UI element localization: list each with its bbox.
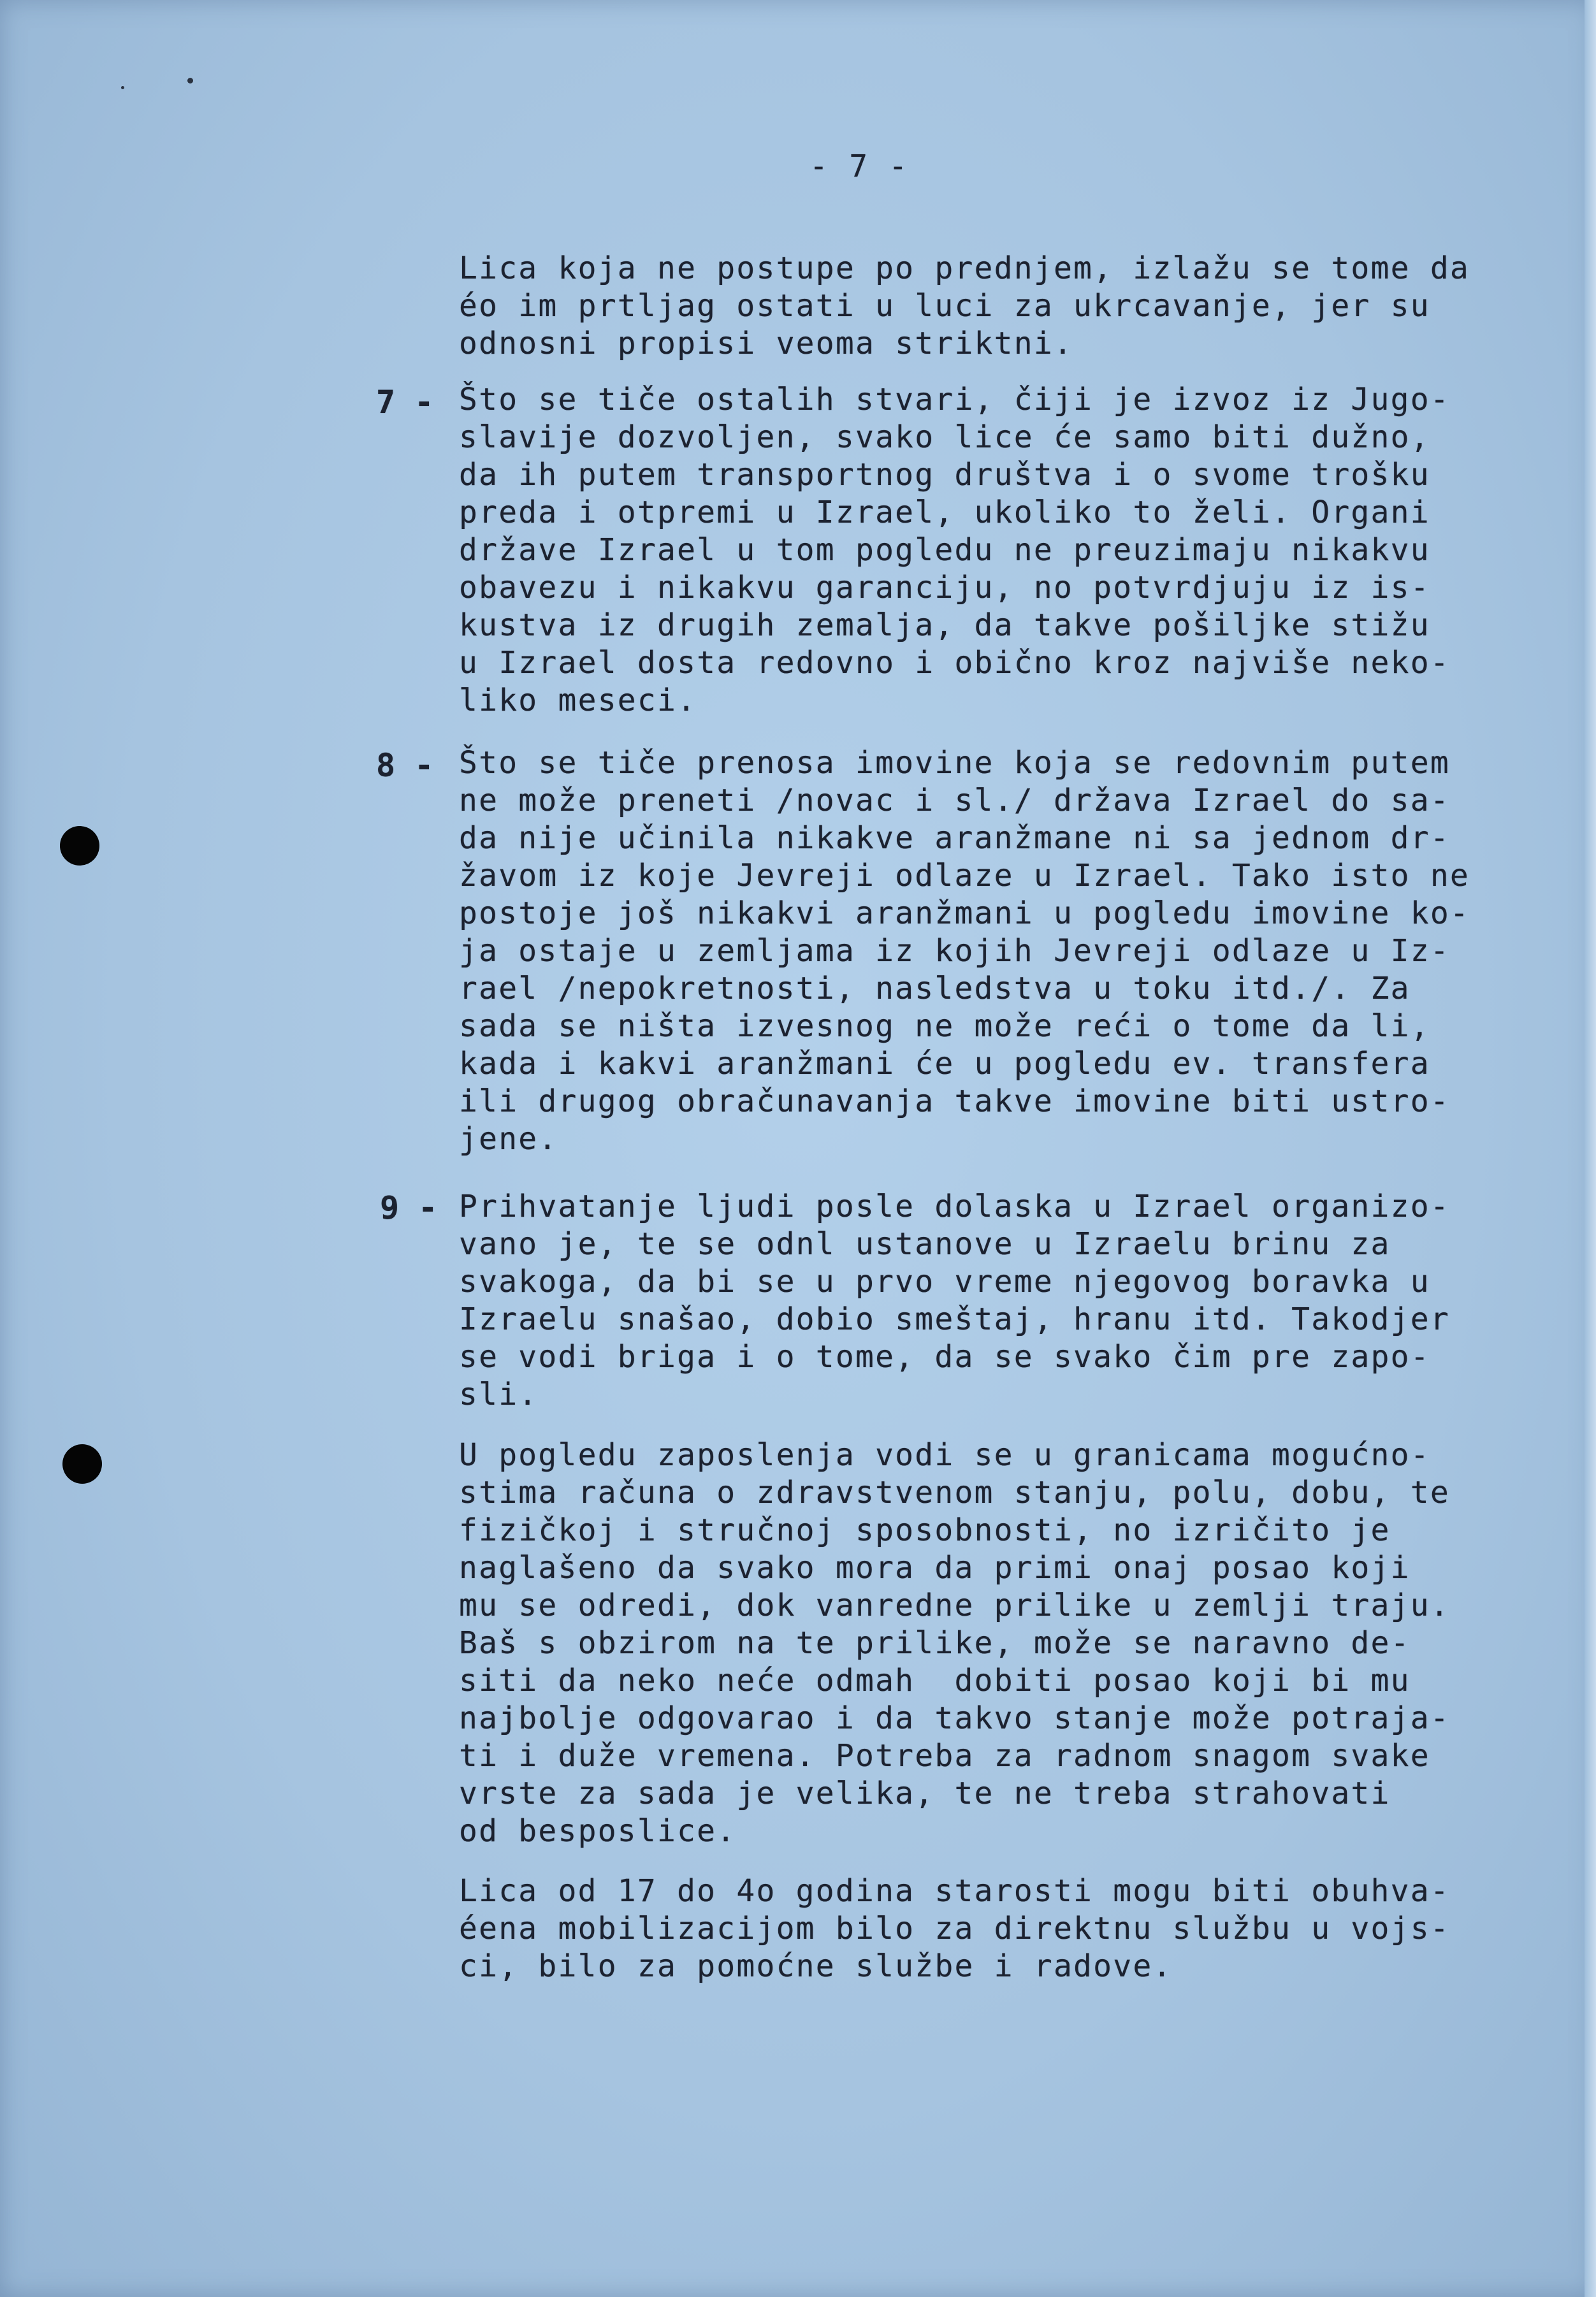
section-8-text: Što se tiče prenosa imovine koja se redovnim putem ne može preneti /novac i sl./ država Izrael do sa- da nije učinila nikakve aranžmane ni sa jednom dr- žavom iz koje Jevreji odlaze u Izrael. Tako isto ne postoje još nikakvi aranžmani u pogledu imovine ko- ja ostaje u zemljama iz kojih Jevreji odlaze u Iz- rael /nepokretnosti, nasledstva u toku itd./. Za sada se ništa izvesnog ne može reći o tome da li, kada i kakvi aranžmani će u pogledu ev. transfera ili drugog obračunavanja takve imovine biti ustro- jene.: [459, 745, 1470, 1157]
employment-paragraph: U pogledu zaposlenja vodi se u granicama mogućno- stima računa o zdravstvenom stanju, polu, dobu, te fizičkoj i stručnoj sposobnosti, no izričito je naglašeno da svako mora da primi onaj posao koji mu se odredi, dok vanredne prilike u zemlji traju. Baš s obzirom na te prilike, može se naravno de- siti da neko neće odmah dobiti posao koji bi mu najbolje odgovarao i da takvo stanje može potraja- ti i duže vremena. Potreba za radnom snagom svake vrste za sada je velika, te ne treba strahovati od besposlice.: [459, 1437, 1450, 1849]
section-9-text: Prihvatanje ljudi posle dolaska u Izrael organizo- vano je, te se odnl ustanove u Izraelu brinu za svakoga, da bi se u prvo vreme njegovog boravka u Izraelu snašao, dobio smeštaj, hranu itd. Takodjer se vodi briga i o tome, da se svako čim pre zapo- sli.: [459, 1189, 1450, 1412]
page-number: - 7 -: [809, 149, 909, 184]
ink-speck: [121, 86, 124, 89]
section-number-7: 7 -: [376, 384, 434, 421]
mobilization-paragraph: Lica od 17 do 4o godina starosti mogu biti obuhva- éena mobilizacijom bilo za direktnu službu u vojs- ci, bilo za pomoćne službe i radove.: [459, 1873, 1450, 1984]
section-number-9: 9 -: [380, 1189, 438, 1226]
binder-punch-hole-bottom: [62, 1444, 102, 1484]
binder-punch-hole-top: [60, 826, 99, 866]
section-7-text: Što se tiče ostalih stvari, čiji je izvoz iz Jugo- slavije dozvoljen, svako lice će samo biti dužno, da ih putem transportnog društva i o svome trošku preda i otpremi u Izrael, ukoliko to želi. Organi države Izrael u tom pogledu ne preuzimaju nikakvu obavezu i nikakvu garanciju, no potvrdjuju iz is- kustva iz drugih zemalja, da takve pošiljke stižu u Izrael dosta redovno i obično kroz najviše neko- liko meseci.: [459, 382, 1450, 718]
intro-paragraph: Lica koja ne postupe po prednjem, izlažu se tome da éo im prtljag ostati u luci za ukrcavanje, jer su odnosni propisi veoma striktni.: [459, 250, 1470, 361]
section-number-8: 8 -: [376, 747, 434, 784]
ink-speck: [187, 78, 193, 83]
page-edge: [1585, 0, 1596, 2297]
